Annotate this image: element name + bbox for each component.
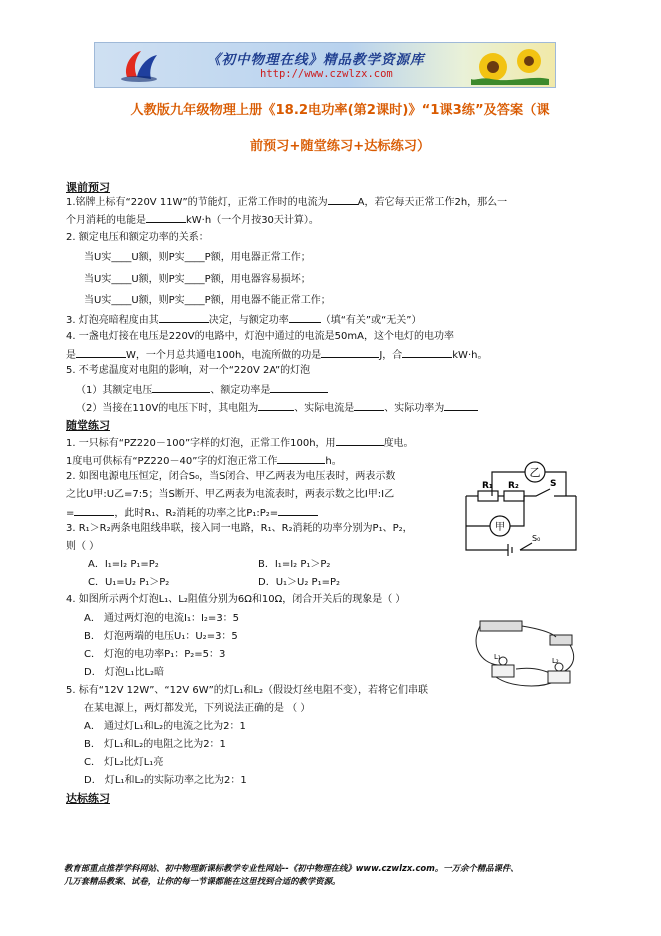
- resistor-r1-label: R₁: [482, 481, 493, 491]
- option-c5-a: A． 通过灯L₁和L₂的电流之比为2：1: [84, 721, 246, 732]
- bulb-l2-label: L₂: [552, 657, 559, 665]
- option-c4-c: C． 灯泡的电功率P₁：P₂=5：3: [84, 649, 226, 660]
- question-p2: 2. 额定电压和额定功率的关系：: [66, 232, 209, 243]
- question-p4: 4. 一盏电灯接在电压是220V的电路中，灯泡中通过的电流是50mA，这个电灯的电功率: [66, 331, 454, 342]
- question-c3: 3. R₁＞R₂两条电阻线串联，接入同一电路，R₁、R₂消耗的功率分别为P₁、P₂，: [66, 523, 413, 534]
- section-standard-heading: 达标练习: [66, 792, 110, 805]
- page-footer: [64, 862, 604, 888]
- question-p5-2: （2）当接在110V的电压下时，其电阻为 、实际电流是 、实际功率为: [76, 400, 478, 416]
- site-logo-icon: [117, 47, 161, 83]
- switch-s0-label: S₀: [532, 534, 541, 543]
- footer-line1: 教育部重点推荐学科网站、初中物理新课标教学专业性网站--《初中物理在线》www.czwlzx.com。一万余个精品课件、: [64, 863, 519, 873]
- section-preview-heading: 课前预习: [66, 181, 110, 194]
- question-p3: 3. 灯泡亮暗程度由其 决定，与额定功率 （填“有关”或“无关”）: [66, 312, 421, 328]
- option-c3-b: B．I₁=I₂ P₁＞P₂: [258, 559, 331, 570]
- question-p4-cont: 是 W，一个月总共通电100h，电流所做的功是 J，合 kW·h。: [66, 347, 487, 363]
- question-p2-c: 当U实____U额，则P实____P额，用电器不能正常工作；: [84, 295, 331, 306]
- option-c5-d: D． 灯L₁和L₂的实际功率之比为2：1: [84, 775, 247, 786]
- question-c5: 5. 标有“12V 12W”、“12V 6W”的灯L₁和L₂（假设灯丝电阻不变），若将它们串联: [66, 685, 428, 696]
- bulb-l1-label: L₁: [494, 653, 501, 661]
- sunflower-icon: [471, 45, 549, 87]
- question-p5-1: （1）其额定电压 、额定功率是: [76, 382, 328, 398]
- circuit-diagram-q2: [462, 456, 584, 556]
- question-c5-cont: 在某电源上，两灯都发光，下列说法正确的是 （ ）: [84, 703, 311, 714]
- header-banner: [94, 42, 556, 88]
- option-c4-b: B． 灯泡两端的电压U₁：U₂=3：5: [84, 631, 238, 642]
- resistor-r2-label: R₂: [508, 481, 519, 491]
- question-p2-b: 当U实____U额，则P实____P额，用电器容易损坏；: [84, 274, 311, 285]
- option-c3-c: C．U₁=U₂ P₁＞P₂: [88, 577, 170, 588]
- option-c3-d: D．U₁＞U₂ P₁=P₂: [258, 577, 340, 588]
- meter-yi-label: 乙: [529, 466, 541, 479]
- question-p1-cont: 个月消耗的电能是 kW·h（一个月按30天计算）。: [66, 212, 319, 228]
- option-c5-c: C． 灯L₂比灯L₁亮: [84, 757, 164, 768]
- document-title-line1: 人教版九年级物理上册《18.2电功率(第2课时)》“1课3练”及答案（课: [130, 103, 550, 118]
- question-c1: 1. 一只标有“PZ220－100”字样的灯泡，正常工作100h，用 度电。: [66, 435, 414, 451]
- question-p1: 1.铭牌上标有“220V 11W”的节能灯，正常工作时的电流为 A，若它每天正常工作2h，那么一: [66, 194, 507, 210]
- meter-jia-label: 甲: [495, 522, 505, 533]
- section-classroom-heading: 随堂练习: [66, 419, 110, 432]
- question-c1-cont: 1度电可供标有“PZ220－40”字的灯泡正常工作 h。: [66, 453, 342, 469]
- question-c3-cont: 则（ ）: [66, 541, 100, 552]
- option-c4-a: A． 通过两灯泡的电流I₁：I₂=3：5: [84, 613, 240, 624]
- banner-url[interactable]: http://www.czwlzx.com: [260, 68, 393, 80]
- switch-s-label: S: [550, 479, 557, 489]
- option-c3-a: A．I₁=I₂ P₁=P₂: [88, 559, 159, 570]
- option-c4-d: D． 灯泡L₁比L₂暗: [84, 667, 165, 678]
- bulb-circuit-figure-q4: [470, 615, 582, 693]
- question-p5: 5. 不考虑温度对电阻的影响，对一个“220V 2A”的灯泡: [66, 365, 311, 376]
- question-c4: 4. 如图所示两个灯泡L₁、L₂阻值分别为6Ω和10Ω，闭合开关后的现象是（ ）: [66, 594, 406, 605]
- document-title-line2: 前预习+随堂练习+达标练习）: [249, 139, 431, 154]
- question-c2-cont2: = ，此时R₁、R₂消耗的功率之比P₁:P₂=: [66, 505, 318, 521]
- footer-line2: 几万套精品教案、试卷，让你的每一节课都能在这里找到合适的教学资源。: [64, 876, 341, 886]
- question-p2-a: 当U实____U额，则P实____P额，用电器正常工作；: [84, 252, 311, 263]
- question-c2-cont: 之比U甲:U乙=7:5；当S断开、甲乙两表为电流表时，两表示数之比I甲:I乙: [66, 489, 395, 500]
- option-c5-b: B． 灯L₁和L₂的电阻之比为2：1: [84, 739, 226, 750]
- banner-title: 《初中物理在线》精品教学资源库: [207, 52, 425, 68]
- question-c2: 2. 如图电源电压恒定，闭合S₀，当S闭合、甲乙两表为电压表时，两表示数: [66, 471, 396, 482]
